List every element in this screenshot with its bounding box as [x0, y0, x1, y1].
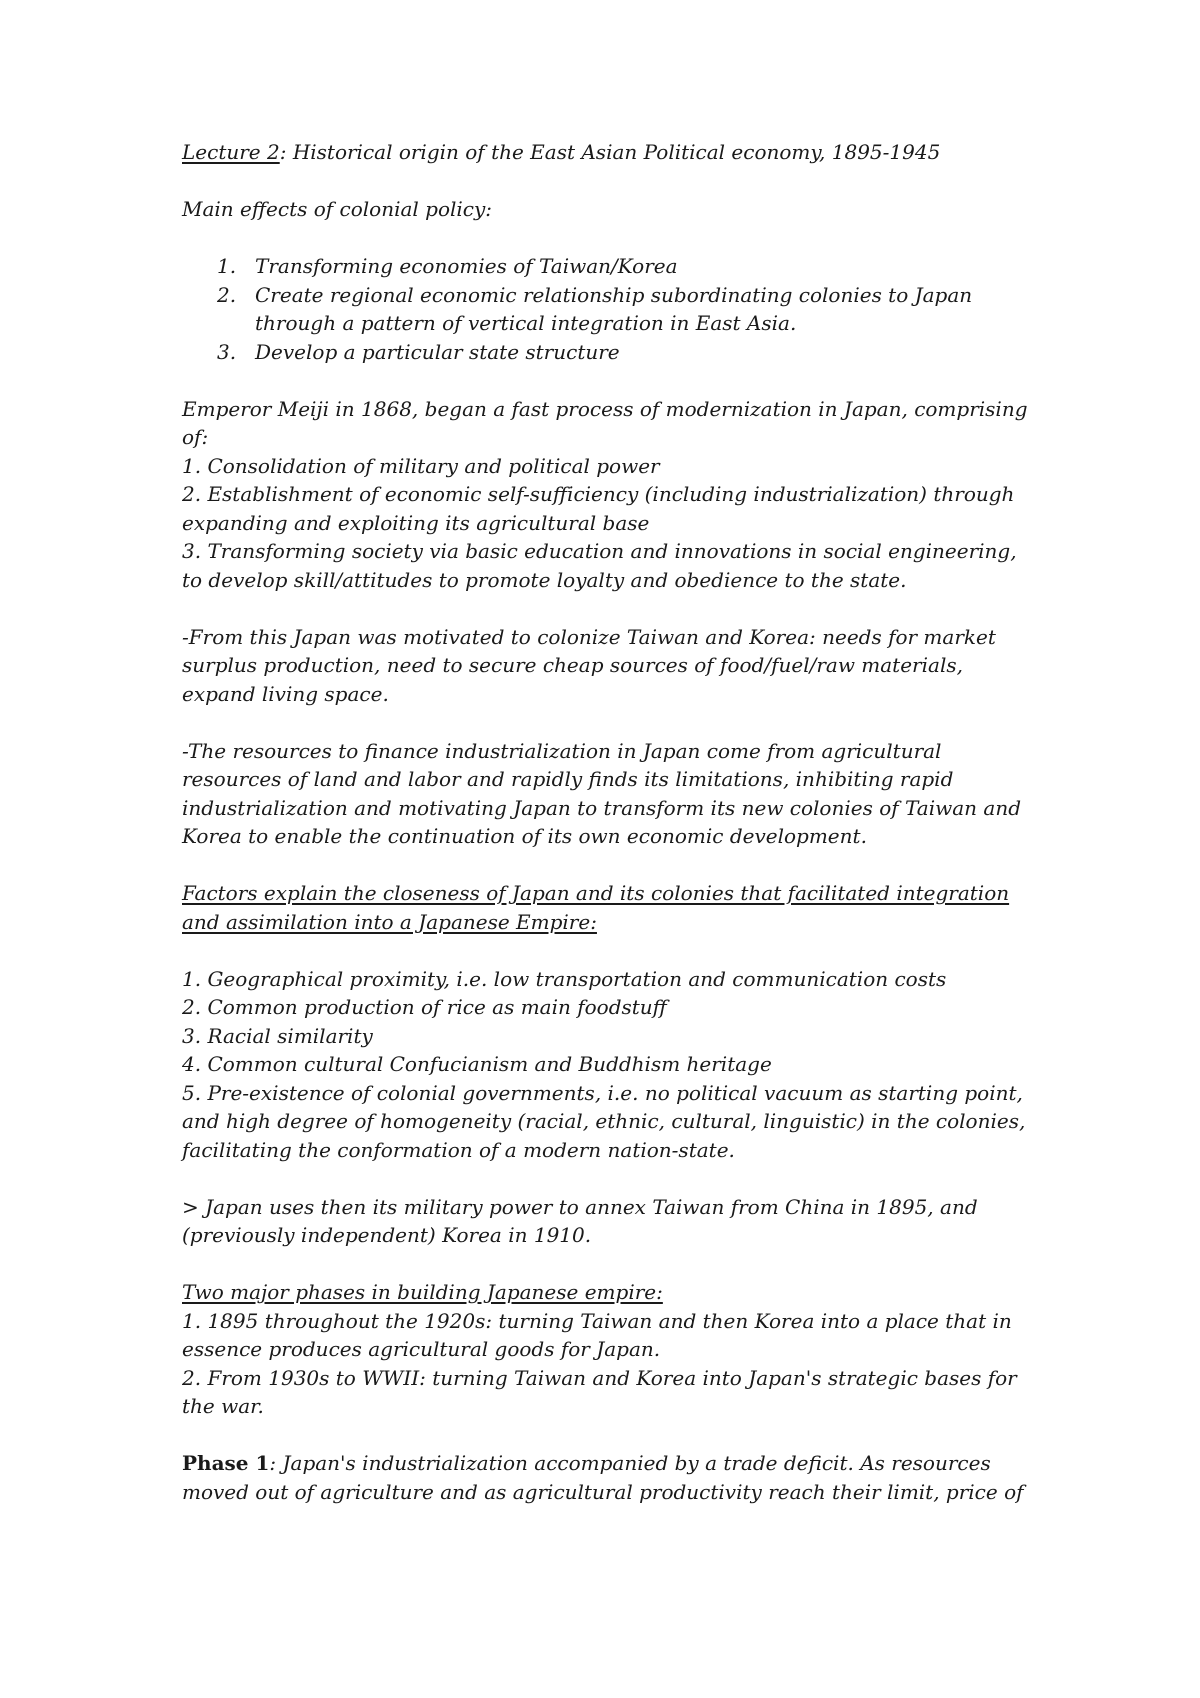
paragraph-line: (previously independent) Korea in 1910. — [182, 1223, 592, 1247]
list-item — [182, 281, 1062, 338]
spacer — [182, 1421, 1062, 1450]
list-item-text: through a pattern of vertical integration in East Asia. — [255, 311, 797, 335]
list-item-number: 1. — [217, 254, 237, 278]
spacer — [182, 851, 1062, 880]
paragraph-line — [182, 1449, 1062, 1478]
paragraph-line: of: — [182, 425, 209, 449]
main-effects-heading: Main effects of colonial policy: — [182, 197, 493, 221]
lecture-label: Lecture 2 — [182, 140, 280, 164]
paragraph-line: -From this Japan was motivated to colonize Taiwan and Korea: needs for market — [182, 624, 996, 649]
factors-heading — [182, 879, 1062, 936]
phases-heading: Two major phases in building Japanese empire: — [182, 1280, 663, 1304]
list-item: the war. — [182, 1394, 264, 1418]
main-effects-list — [182, 252, 1062, 366]
list-item-number: 2. — [217, 282, 237, 307]
paragraph-line: 3. Transforming society via basic education and innovations in social engineering, — [182, 539, 1017, 563]
paragraph-line: Korea to enable the continuation of its own economic development. — [182, 824, 867, 848]
paragraph-line: resources of land and labor and rapidly finds its limitations, inhibiting rapid — [182, 767, 954, 791]
motivation-paragraph — [182, 623, 1062, 709]
spacer — [182, 366, 1062, 395]
spacer — [182, 1164, 1062, 1193]
phase1-paragraph — [182, 1449, 1062, 1506]
list-item-text: Transforming economies of Taiwan/Korea — [255, 254, 678, 278]
phase1-label: Phase 1 — [182, 1451, 270, 1475]
paragraph-line: > Japan uses then its military power to annex Taiwan from China in 1895, and — [182, 1194, 978, 1219]
list-item-text: Develop a particular state structure — [255, 339, 620, 364]
list-item: 4. Common cultural Confucianism and Buddhism heritage — [182, 1052, 772, 1076]
list-item: and high degree of homogeneity (racial, ethnic, cultural, linguistic) in the colonies, — [182, 1109, 1026, 1133]
list-item: 2. From 1930s to WWII: turning Taiwan and Korea into Japan's strategic bases for — [182, 1365, 1017, 1390]
spacer — [182, 936, 1062, 965]
list-item: essence produces agricultural goods for Japan. — [182, 1337, 661, 1361]
paragraph-line: expand living space. — [182, 681, 389, 706]
list-item-text: Create regional economic relationship subordinating colonies to Japan — [255, 282, 973, 307]
phase1-first-line: : Japan's industrialization accompanied by a trade deficit. As resources — [269, 1451, 991, 1475]
paragraph-line: moved out of agriculture and as agricultural productivity reach their limit, price of — [182, 1479, 1024, 1504]
factors-list — [182, 965, 1062, 1165]
list-item-number: 3. — [217, 339, 237, 364]
paragraph-line: -The resources to finance industrialization in Japan come from agricultural — [182, 738, 942, 763]
list-item — [182, 252, 1062, 281]
annex-paragraph — [182, 1193, 1062, 1250]
resources-paragraph — [182, 737, 1062, 851]
paragraph-line: to develop skill/attitudes to promote loyalty and obedience to the state. — [182, 567, 907, 592]
spacer — [182, 224, 1062, 253]
phases-list — [182, 1307, 1062, 1421]
list-item: 5. Pre-existence of colonial governments, i.e. no political vacuum as starting point, — [182, 1080, 1023, 1105]
paragraph-line: industrialization and motivating Japan to transform its new colonies of Taiwan and — [182, 795, 1022, 820]
list-item: facilitating the conformation of a modern nation-state. — [182, 1137, 735, 1162]
meiji-paragraph — [182, 395, 1062, 595]
lecture-title — [182, 138, 1062, 167]
paragraph-line: surplus production, need to secure cheap sources of food/fuel/raw materials, — [182, 653, 963, 677]
list-item: 1. Geographical proximity, i.e. low transportation and communication costs — [182, 966, 947, 991]
section-heading-line: Factors explain the closeness of Japan and its colonies that facilitated integration — [182, 881, 1010, 905]
document-page — [182, 138, 1062, 1506]
list-item: 3. Racial similarity — [182, 1023, 373, 1048]
paragraph-line: 2. Establishment of economic self-sufficiency (including industrialization) through — [182, 482, 1015, 506]
list-item — [182, 338, 1062, 367]
paragraph-line: Emperor Meiji in 1868, began a fast process of modernization in Japan, comprising — [182, 396, 1028, 421]
spacer — [182, 708, 1062, 737]
list-item: 1. 1895 throughout the 1920s: turning Taiwan and then Korea into a place that in — [182, 1308, 1012, 1333]
paragraph-line: 1. Consolidation of military and political power — [182, 453, 660, 478]
spacer — [182, 167, 1062, 196]
list-item: 2. Common production of rice as main foodstuff — [182, 995, 667, 1019]
section-heading-line: and assimilation into a Japanese Empire: — [182, 909, 597, 934]
spacer — [182, 594, 1062, 623]
paragraph-line: expanding and exploiting its agricultural base — [182, 510, 650, 535]
lecture-title-rest: : Historical origin of the East Asian Political economy, 1895-1945 — [279, 140, 941, 164]
spacer — [182, 1250, 1062, 1279]
